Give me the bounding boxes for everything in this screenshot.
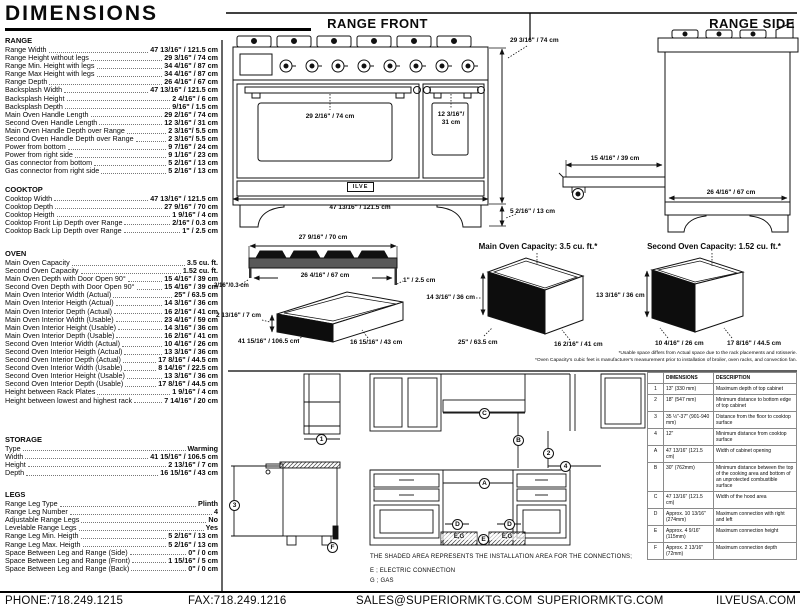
spec-row: Levelable Range Legs Yes: [5, 523, 218, 533]
marker-4: 4: [560, 461, 571, 472]
table-cell-description: Minimum distance between the top of the cooking area and bottom of an unprotected combustible surface: [714, 463, 797, 492]
second-oven-width-dim: 10 4/16" / 26 cm: [655, 340, 704, 347]
front-burners: [237, 36, 471, 47]
range-front-drawing: [233, 36, 527, 227]
range-side-drawing: [559, 22, 798, 232]
spec-row: Range Width 47 13/16" / 121.5 cm: [5, 45, 218, 54]
table-row: [648, 543, 797, 560]
main-oven-width-dim: 25" / 63.5 cm: [458, 339, 498, 346]
cooktop-width-dim: 27 9/16" / 70 cm: [298, 234, 348, 241]
marker-f: F: [327, 542, 338, 553]
table-cell-dimension: 35 ½"-37" (901-940 mm): [664, 412, 714, 429]
spec-row: Main Oven Handle Depth over Range 2 3/16"/ 5.5 cm: [5, 125, 218, 135]
spec-row: Cooktop Heigth 1 9/16" / 4 cm: [5, 209, 218, 219]
table-cell-description: Distance from the floor to cooktop surface: [714, 412, 797, 429]
table-cell-dimension: 12": [664, 429, 714, 446]
spec-row: Second Oven Interior Depth (Usable) 17 8/16" / 44.5 cm: [5, 379, 218, 389]
main-oven-height-dim: 14 3/16" / 36 cm: [426, 294, 475, 301]
spec-row: Gas connector from bottom 5 2/16" / 13 cm: [5, 158, 218, 168]
table-header-index: [648, 373, 664, 384]
spec-row: Backsplash Width 47 13/16" / 121.5 cm: [5, 85, 218, 95]
table-cell-dimension: Approx. 2 13/16" (72mm): [664, 543, 714, 560]
table-row: [648, 429, 797, 446]
spec-section-title: OVEN: [5, 248, 27, 258]
spec-row: Second Oven Handle Length 12 3/16" / 31 cm: [5, 117, 218, 127]
main-oven-capacity-title: Main Oven Capacity: 3.5 cu. ft.*: [478, 242, 598, 251]
drawer-height-dim: 2 13/16" / 7 cm: [216, 312, 262, 319]
table-cell-description: Maximum connection height: [714, 526, 797, 543]
table-cell-dimension: 47 13/16" (121.5 cm): [664, 446, 714, 463]
table-cell-index: D: [648, 509, 664, 526]
table-cell-dimension: 18" (547 mm): [664, 395, 714, 412]
front-leg-height-dim: 5 2/16" / 13 cm: [510, 208, 556, 215]
table-cell-index: C: [648, 492, 664, 509]
table-cell-index: E: [648, 526, 664, 543]
brand-logo: ILVE: [347, 182, 374, 192]
table-header-description: DESCRIPTION: [714, 373, 797, 384]
second-oven-height-dim: 13 3/16" / 36 cm: [596, 292, 645, 299]
spec-row: Second Oven Capacity 1.52 cu. ft.: [5, 266, 218, 276]
spec-row: Range Leg Number 4: [5, 507, 218, 517]
spec-row: Range Leg Type Plinth: [5, 499, 218, 509]
marker-3: 3: [229, 500, 240, 511]
spec-row: Main Oven Interior Height (Usable) 14 3/16" / 36 cm: [5, 322, 218, 332]
table-cell-dimension: 47 13/16" (121.5 cm): [664, 492, 714, 509]
table-cell-index: A: [648, 446, 664, 463]
cooktop-profile-drawing: [238, 246, 403, 286]
marker-d-left: D: [452, 519, 463, 530]
table-cell-index: F: [648, 543, 664, 560]
legend-electric: E ; ELECTRIC CONNECTION: [370, 568, 456, 574]
footer-website: SUPERIORMKTG.COM: [537, 595, 664, 607]
spec-row: Adjustable Range Legs No: [5, 515, 218, 525]
table-cell-description: Maximum connection with right and left: [714, 509, 797, 526]
spec-row: Second Oven Interior Width (Actual) 10 4/16" / 26 cm: [5, 338, 218, 348]
spec-row: Space Between Leg and Range (Side) 0" / 0 cm: [5, 547, 218, 557]
spec-section-title: COOKTOP: [5, 184, 43, 194]
side-door-open-dim: 15 4/16" / 39 cm: [590, 155, 640, 162]
spec-row: Main Oven Capacity 3.5 cu. ft.: [5, 257, 218, 267]
table-cell-dimension: Approx. 4 9/16" (115mm): [664, 526, 714, 543]
table-cell-index: 4: [648, 429, 664, 446]
installation-diagram-drawing: [231, 374, 645, 545]
table-cell-description: Minimum distance to bottom edge of top cabinet: [714, 395, 797, 412]
spec-row: Main Oven Interior Width (Usable) 23 4/16" / 59 cm: [5, 314, 218, 324]
cooktop-back-lip-dim: 1" / 2.5 cm: [403, 277, 436, 284]
marker-e: E: [478, 534, 489, 545]
spec-row: Second Oven Interior Width (Usable) 8 14/16" / 22.5 cm: [5, 363, 218, 373]
spec-section-oven: [5, 249, 218, 405]
marker-2: 2: [543, 448, 554, 459]
spec-row: Power from right side 9 1/16" / 23 cm: [5, 150, 218, 160]
shaded-area-label-right: E,G: [489, 534, 525, 540]
range-front-title: RANGE FRONT: [327, 16, 428, 31]
cooktop-front-lip-dim: 2/16"/0.3 cm: [214, 283, 249, 289]
spec-row: Main Oven Depth with Door Open 90° 15 4/16" / 39 cm: [5, 274, 218, 284]
front-main-handle-dim: 29 2/16" / 74 cm: [305, 113, 355, 120]
table-row: [648, 509, 797, 526]
table-row: [648, 412, 797, 429]
table-row: [648, 446, 797, 463]
spec-row: Range Depth 26 4/16" / 67 cm: [5, 77, 218, 87]
spec-row: Range Min. Height with legs 34 4/16" / 87 cm: [5, 61, 218, 71]
spec-row: Power from bottom 9 7/16" / 24 cm: [5, 142, 218, 152]
second-oven-depth-dim: 17 8/16" / 44.5 cm: [727, 340, 782, 347]
front-width-dim: 47 13/16" / 121.5 cm: [329, 204, 391, 211]
second-oven-capacity-drawing: [647, 253, 743, 338]
spec-row: Type Warming: [5, 443, 218, 453]
spec-row: Cooktop Depth 27 9/16" / 70 cm: [5, 201, 218, 211]
spec-section-legs: [5, 490, 218, 573]
spec-section-cooktop: [5, 185, 218, 235]
main-oven-depth-dim: 16 2/16" / 41 cm: [554, 341, 603, 348]
marker-d-right: D: [504, 519, 515, 530]
side-depth-dim: 26 4/16" / 67 cm: [693, 189, 769, 196]
spec-row: Main Oven Interior Heigth (Actual) 14 3/16" / 36 cm: [5, 298, 218, 308]
footer-phone: PHONE:718.249.1215: [5, 595, 124, 607]
spec-row: Cooktop Width 47 13/16" / 121.5 cm: [5, 193, 218, 203]
spec-row: Backsplash Height 2 4/16" / 6 cm: [5, 93, 218, 103]
spec-section-range: [5, 36, 218, 176]
table-cell-description: Maximum depth of top cabinet: [714, 384, 797, 395]
spec-row: Height between Rack Plates 1 9/16" / 4 cm: [5, 387, 218, 397]
footer-fax: FAX:718.249.1216: [188, 595, 287, 607]
table-cell-dimension: Approx. 10 13/16" (274mm): [664, 509, 714, 526]
marker-b: B: [513, 435, 524, 446]
table-body: [648, 384, 797, 560]
spec-rows: [5, 259, 218, 405]
table-row: [648, 492, 797, 509]
table-cell-description: Minimum distance from cooktop surface: [714, 429, 797, 446]
footer-brand-site: ILVEUSA.COM: [716, 595, 796, 607]
table-cell-index: B: [648, 463, 664, 492]
spec-row: Width 41 15/16" / 106.5 cm: [5, 451, 218, 461]
front-second-handle-dim-2: 31 cm: [441, 119, 461, 126]
spec-row: Range Leg Min. Heigth 5 2/16" / 13 cm: [5, 531, 218, 541]
spec-section-storage: [5, 435, 218, 477]
spec-row: Gas connector from right side 5 2/16" / 13 cm: [5, 166, 218, 176]
table-row: [648, 526, 797, 543]
shaded-area-label-left: E,G: [441, 534, 477, 540]
main-oven-capacity-drawing: [476, 253, 583, 340]
spec-section-title: RANGE: [5, 36, 33, 45]
table-cell-description: Width of cabinet opening: [714, 446, 797, 463]
footer-rule: [0, 591, 800, 593]
footer-email: SALES@SUPERIORMKTG.COM: [356, 595, 533, 607]
spec-section-title: LEGS: [5, 490, 26, 500]
spec-rows: [5, 46, 218, 176]
table-cell-index: 1: [648, 384, 664, 395]
spec-rows: [5, 195, 218, 235]
footnote-usable-space: *Usable space differs from Actual space due to the rack placements and rotisserie.: [618, 351, 797, 356]
spec-row: Backsplash Depth 9/16" / 1.5 cm: [5, 101, 218, 111]
table-cell-dimension: 30" (762mm): [664, 463, 714, 492]
spec-row: Second Oven Handle Depth over Range 2 3/16"/ 5.5 cm: [5, 134, 218, 144]
spec-section-title: STORAGE: [5, 434, 42, 444]
marker-c: C: [479, 408, 490, 419]
spec-row: Height 2 13/16" / 7 cm: [5, 459, 218, 469]
table-cell-description: Width of the hood area: [714, 492, 797, 509]
table-header-dimensions: DIMENSIONS: [664, 373, 714, 384]
front-second-handle-dim: 12 3/16"/: [437, 111, 465, 118]
marker-a: A: [479, 478, 490, 489]
second-oven-capacity-title: Second Oven Capacity: 1.52 cu. ft.*: [647, 242, 781, 251]
spec-row: Range Max Height with legs 34 4/16" / 87 cm: [5, 69, 218, 79]
table-cell-description: Maximum connection depth: [714, 543, 797, 560]
drawer-width-dim: 41 15/16" / 106.5 cm: [238, 338, 300, 345]
table-cell-index: 2: [648, 395, 664, 412]
spec-row: Range Leg Max. Heigth 5 2/16" / 13 cm: [5, 539, 218, 549]
spec-row: Cooktop Front Lip Depth over Range 2/16" / 0.3 cm: [5, 217, 218, 227]
dimensions-table: [647, 372, 797, 560]
spec-row: Second Oven Interior Height (Usable) 13 3/16" / 36 cm: [5, 371, 218, 381]
spec-row: Second Oven Depth with Door Open 90° 15 4/16" / 39 cm: [5, 282, 218, 292]
table-header-row: [648, 373, 797, 384]
spec-row: Space Between Leg and Range (Back) 0" / 0 cm: [5, 563, 218, 573]
cooktop-inner-width-dim: 26 4/16" / 67 cm: [278, 272, 372, 279]
legend-gas: G ; GAS: [370, 578, 394, 584]
spec-row: Space Between Leg and Range (Front) 1 15/16" / 5 cm: [5, 555, 218, 565]
spec-row: Main Oven Interior Depth (Actual) 16 2/16" / 41 cm: [5, 306, 218, 316]
table-row: [648, 384, 797, 395]
footnote-oven-capacity: *Oven Capacity's cubic feet is manufacturer's measurement prior to installation of broiler, oven racks, and convection fan.: [534, 358, 797, 363]
table-row: [648, 395, 797, 412]
range-side-title: RANGE SIDE: [709, 16, 795, 31]
spec-row: Second Oven Interior Heigth (Actual) 13 3/16" / 36 cm: [5, 347, 218, 356]
page-title: DIMENSIONS: [5, 2, 311, 31]
installation-note: THE SHADED AREA REPRESENTS THE INSTALLATION AREA FOR THE CONNECTIONS;: [370, 554, 633, 560]
table-cell-dimension: 13" (330 mm): [664, 384, 714, 395]
spec-row: Second Oven Interior Depth (Actual) 17 8/16" / 44.5 cm: [5, 355, 218, 365]
table-row: [648, 463, 797, 492]
spec-row: Main Oven Interior Depth (Usable) 16 2/16" / 41 cm: [5, 330, 218, 340]
front-height-dim: 29 3/16" / 74 cm: [510, 37, 559, 44]
spec-row: Range Height without legs 29 3/16" / 74 cm: [5, 53, 218, 63]
spec-row: Cooktop Back Lip Depth over Range 1" / 2.5 cm: [5, 225, 218, 235]
marker-1: 1: [316, 434, 327, 445]
spec-row: Height between lowest and highest rack 7 14/16" / 20 cm: [5, 395, 218, 405]
spec-row: Main Oven Interior Width (Actual) 25" / 63.5 cm: [5, 290, 218, 300]
spec-row: Depth 16 15/16" / 43 cm: [5, 467, 218, 477]
spec-rows: [5, 500, 218, 573]
drawer-depth-dim: 16 15/16" / 43 cm: [350, 339, 403, 346]
spec-column: [5, 36, 218, 573]
spec-rows: [5, 445, 218, 477]
storage-drawer-drawing: [262, 292, 403, 342]
spec-row: Main Oven Handle Length 29 2/16" / 74 cm: [5, 109, 218, 119]
table-cell-index: 3: [648, 412, 664, 429]
